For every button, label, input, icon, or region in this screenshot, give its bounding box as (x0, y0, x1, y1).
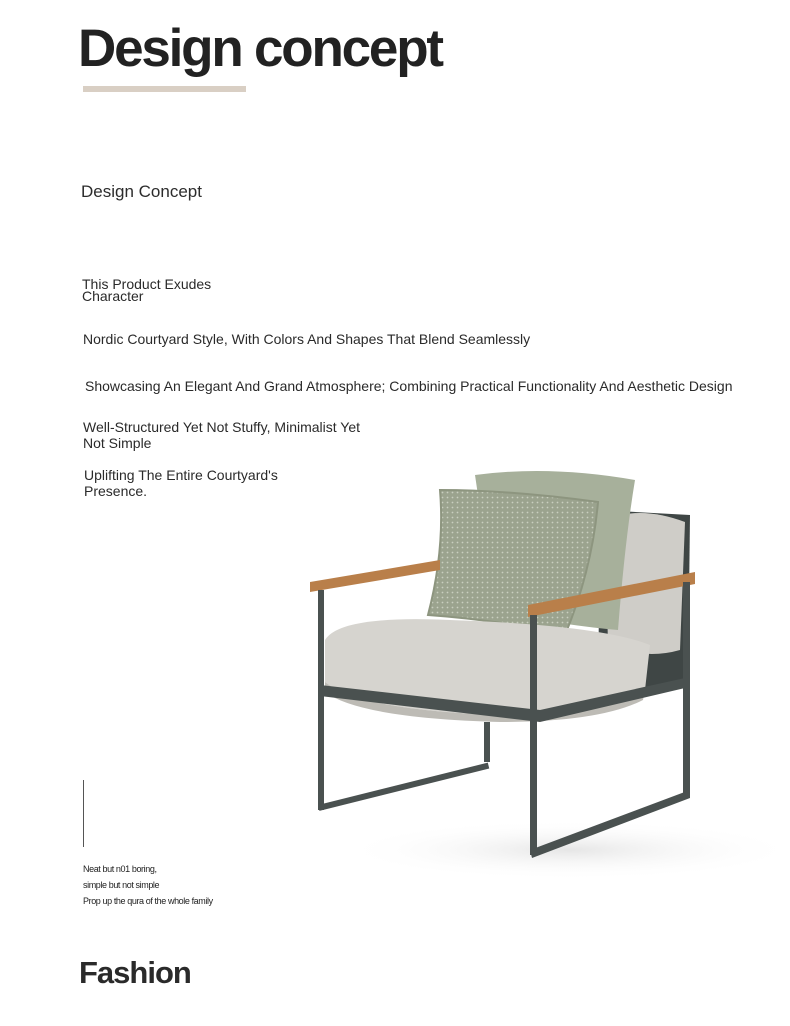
feature-text-structured: Well-Structured Yet Not Stuffy, Minimalist Yet Not Simple (83, 419, 361, 451)
feature-text-elegant: Showcasing An Elegant And Grand Atmosphere; Combining Practical Functionality And Aesthetic Design (85, 378, 733, 394)
title-underline (83, 86, 246, 92)
fashion-heading: Fashion (79, 955, 191, 990)
feature-text-nordic-style: Nordic Courtyard Style, With Colors And Shapes That Blend Seamlessly (83, 331, 531, 347)
page-title: Design concept (78, 19, 442, 78)
feature-text-courtyard: Uplifting The Entire Courtyard's Presence. (84, 467, 278, 499)
feature-text-character: This Product Exudes Character (82, 276, 212, 304)
vertical-divider (83, 780, 84, 847)
tagline-line-2: simple but not simple (83, 880, 160, 890)
tagline-line-1: Neat but n01 boring, (83, 864, 157, 874)
armchair-product-image (300, 460, 790, 880)
tagline-line-3: Prop up the qura of the whole family (83, 896, 213, 906)
section-subtitle: Design Concept (81, 182, 202, 201)
